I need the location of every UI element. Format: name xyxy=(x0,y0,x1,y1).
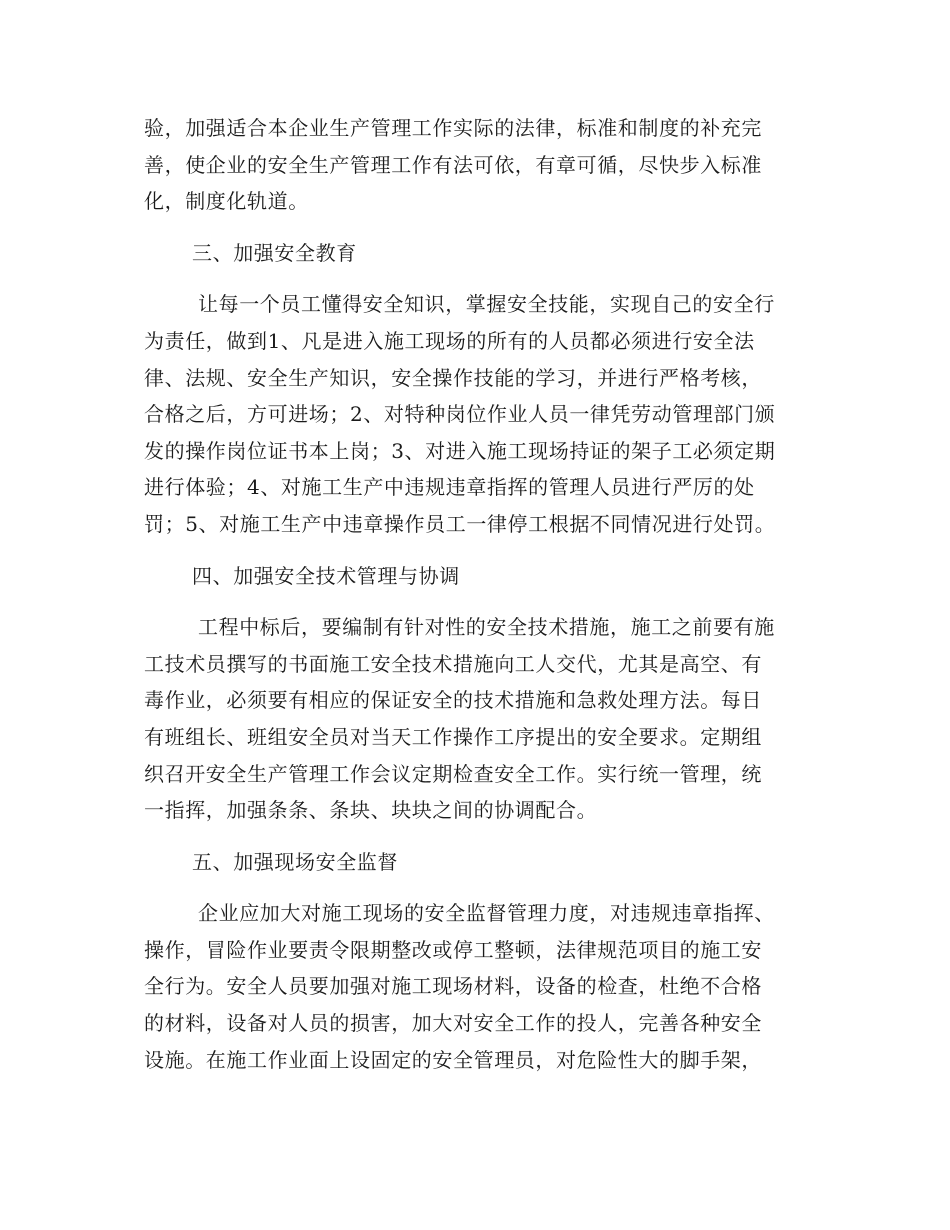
paragraph-line: 全行为。安全人员要加强对施工现场材料，设备的检查，杜绝不合格 xyxy=(144,974,762,999)
paragraph-site-supervision xyxy=(144,895,804,1078)
paragraph-line: 化，制度化轨道。 xyxy=(144,189,309,214)
paragraph-line: 让每一个员工懂得安全知识，掌握安全技能，实现自己的安全行 xyxy=(198,292,775,317)
paragraph-line: 设施。在施工作业面上设固定的安全管理员，对危险性大的脚手架， xyxy=(144,1047,762,1072)
paragraph-line: 罚；5、对施工生产中违章操作员工一律停工根据不同情况进行处罚。 xyxy=(144,511,776,536)
paragraph-line: 合格之后，方可进场；2、对特种岗位作业人员一律凭劳动管理部门颁 xyxy=(144,402,776,427)
paragraph-technical-management xyxy=(144,609,804,829)
paragraph-line: 工技术员撰写的书面施工安全技术措施向工人交代，尤其是高空、有 xyxy=(144,651,762,676)
section-heading-5: 五、加强现场安全监督 xyxy=(192,849,398,874)
section-heading-4: 四、加强安全技术管理与协调 xyxy=(192,563,460,588)
paragraph-continued xyxy=(144,110,804,220)
paragraph-line: 有班组长、班组安全员对当天工作操作工序提出的安全要求。定期组 xyxy=(144,724,762,749)
paragraph-line: 律、法规、安全生产知识，安全操作技能的学习，并进行严格考核， xyxy=(144,365,762,390)
paragraph-line: 毒作业，必须要有相应的保证安全的技术措施和急救处理方法。每日 xyxy=(144,688,762,713)
paragraph-line: 一指挥，加强条条、条块、块块之间的协调配合。 xyxy=(144,798,598,823)
paragraph-line: 织召开安全生产管理工作会议定期检查安全工作。实行统一管理，统 xyxy=(144,761,762,786)
paragraph-line: 工程中标后，要编制有针对性的安全技术措施，施工之前要有施 xyxy=(198,615,775,640)
paragraph-safety-education xyxy=(144,286,804,542)
paragraph-line: 进行体验；4、对施工生产中违规违章指挥的管理人员进行严厉的处 xyxy=(144,475,755,500)
paragraph-line: 善，使企业的安全生产管理工作有法可依，有章可循，尽快步入标准 xyxy=(144,152,762,177)
section-heading-3: 三、加强安全教育 xyxy=(192,240,357,265)
paragraph-line: 验，加强适合本企业生产管理工作实际的法律，标准和制度的补充完 xyxy=(144,116,762,140)
paragraph-line: 为责任，做到1、凡是进入施工现场的所有的人员都必须进行安全法 xyxy=(144,328,755,353)
paragraph-line: 企业应加大对施工现场的安全监督管理力度，对违规违章指挥、 xyxy=(198,901,775,926)
paragraph-line: 发的操作岗位证书本上岗；3、对进入施工现场持证的架子工必须定期 xyxy=(144,438,776,463)
paragraph-line: 操作，冒险作业要责令限期整改或停工整顿，法律规范项目的施工安 xyxy=(144,937,762,962)
document-page xyxy=(144,110,804,1078)
paragraph-line: 的材料，设备对人员的损害，加大对安全工作的投人，完善各种安全 xyxy=(144,1011,762,1036)
